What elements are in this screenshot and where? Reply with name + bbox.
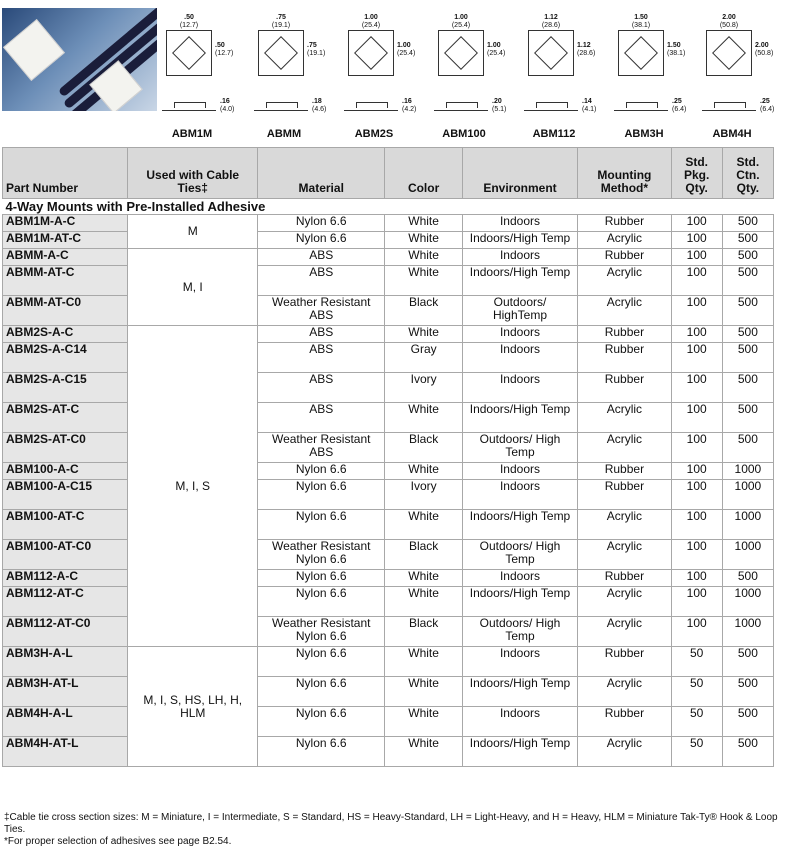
footnote-adhesive: *For proper selection of adhesives see page B2.54.	[4, 836, 232, 847]
width-dimension: 1.00 (25.4)	[451, 14, 471, 29]
side-view-drawing	[254, 102, 308, 111]
table-row	[3, 296, 774, 326]
diagram-abm2s	[342, 10, 432, 140]
height-dimension: 1.12 (28.6)	[577, 42, 596, 57]
header-cable-ties: Used with Cable Ties‡	[128, 148, 258, 199]
top-view-drawing	[438, 30, 484, 76]
cell-part-number: ABM100-A-C	[3, 463, 128, 480]
table-row	[3, 587, 774, 617]
cell-environment: Indoors/High Temp	[462, 510, 577, 540]
cell-part-number: ABM1M-AT-C	[3, 232, 128, 249]
diagram-abm1m	[160, 10, 250, 140]
height-dimension: 1.00 (25.4)	[397, 42, 416, 57]
table-row	[3, 326, 774, 343]
cell-color: Black	[385, 617, 462, 647]
table-row	[3, 677, 774, 707]
cell-ctn-qty: 500	[722, 373, 773, 403]
cell-color: Ivory	[385, 480, 462, 510]
top-view-drawing	[348, 30, 394, 76]
cell-environment: Indoors	[462, 215, 577, 232]
cell-pkg-qty: 100	[671, 570, 722, 587]
cell-ctn-qty: 1000	[722, 540, 773, 570]
cell-ctn-qty: 500	[722, 232, 773, 249]
mounts-table	[2, 147, 774, 767]
cell-mounting-method: Rubber	[578, 373, 671, 403]
section-row	[3, 199, 774, 215]
table-row	[3, 570, 774, 587]
cell-material: Nylon 6.6	[257, 707, 384, 737]
cell-material: Nylon 6.6	[257, 737, 384, 767]
width-dimension: .75 (19.1)	[271, 14, 291, 29]
cell-environment: Outdoors/ High Temp	[462, 617, 577, 647]
cell-color: White	[385, 707, 462, 737]
diagram-label: ABM112	[532, 128, 576, 140]
cell-ctn-qty: 500	[722, 677, 773, 707]
cell-pkg-qty: 50	[671, 737, 722, 767]
cell-part-number: ABM3H-A-L	[3, 647, 128, 677]
thickness-dimension: .16 (4.2)	[402, 98, 417, 113]
cell-cable-ties: M, I, S	[128, 326, 258, 647]
cell-pkg-qty: 100	[671, 296, 722, 326]
cell-pkg-qty: 50	[671, 707, 722, 737]
top-view-drawing	[258, 30, 304, 76]
cell-environment: Indoors	[462, 249, 577, 266]
side-view-drawing	[434, 102, 488, 111]
cell-part-number: ABMM-A-C	[3, 249, 128, 266]
cell-mounting-method: Rubber	[578, 249, 671, 266]
diagram-abmm	[252, 10, 342, 140]
top-view-drawing	[528, 30, 574, 76]
cell-environment: Outdoors/ High Temp	[462, 540, 577, 570]
cell-color: Black	[385, 433, 462, 463]
header-part-number: Part Number	[3, 148, 128, 199]
cell-mounting-method: Rubber	[578, 326, 671, 343]
cell-material: Weather Resistant Nylon 6.6	[257, 540, 384, 570]
diagram-abm100	[432, 10, 522, 140]
header-ctn-qty: Std. Ctn. Qty.	[722, 148, 773, 199]
cell-cable-ties: M, I	[128, 249, 258, 326]
cell-environment: Indoors/High Temp	[462, 677, 577, 707]
table-row	[3, 617, 774, 647]
cell-environment: Indoors	[462, 373, 577, 403]
cell-material: ABS	[257, 343, 384, 373]
cell-part-number: ABM100-AT-C	[3, 510, 128, 540]
table-row	[3, 433, 774, 463]
cell-mounting-method: Acrylic	[578, 677, 671, 707]
cell-ctn-qty: 1000	[722, 587, 773, 617]
cell-material: Weather Resistant ABS	[257, 433, 384, 463]
table-row	[3, 215, 774, 232]
cell-mounting-method: Acrylic	[578, 403, 671, 433]
cell-material: Nylon 6.6	[257, 510, 384, 540]
cell-mounting-method: Rubber	[578, 707, 671, 737]
cell-part-number: ABMM-AT-C	[3, 266, 128, 296]
cell-part-number: ABM100-AT-C0	[3, 540, 128, 570]
cell-material: ABS	[257, 266, 384, 296]
cell-ctn-qty: 500	[722, 403, 773, 433]
cell-color: Black	[385, 296, 462, 326]
table-row	[3, 737, 774, 767]
thickness-dimension: .18 (4.6)	[312, 98, 327, 113]
table-row	[3, 510, 774, 540]
width-dimension: 1.00 (25.4)	[361, 14, 381, 29]
side-view-drawing	[614, 102, 668, 111]
cell-environment: Indoors	[462, 463, 577, 480]
table-row	[3, 266, 774, 296]
table-row	[3, 540, 774, 570]
height-dimension: .50 (12.7)	[215, 42, 234, 57]
cell-material: Nylon 6.6	[257, 463, 384, 480]
cell-ctn-qty: 500	[722, 326, 773, 343]
side-view-drawing	[344, 102, 398, 111]
cell-ctn-qty: 1000	[722, 463, 773, 480]
cell-pkg-qty: 100	[671, 343, 722, 373]
cell-ctn-qty: 500	[722, 215, 773, 232]
cell-mounting-method: Rubber	[578, 215, 671, 232]
cell-material: ABS	[257, 373, 384, 403]
table-row	[3, 403, 774, 433]
cell-color: White	[385, 570, 462, 587]
cell-color: White	[385, 647, 462, 677]
thickness-dimension: .16 (4.0)	[220, 98, 235, 113]
cell-pkg-qty: 100	[671, 373, 722, 403]
width-dimension: 1.12 (28.6)	[541, 14, 561, 29]
cell-part-number: ABM112-AT-C0	[3, 617, 128, 647]
width-dimension: .50 (12.7)	[179, 14, 199, 29]
diagram-label: ABM3H	[624, 128, 664, 140]
cell-color: White	[385, 266, 462, 296]
cell-environment: Indoors	[462, 326, 577, 343]
cell-environment: Indoors/High Temp	[462, 232, 577, 249]
cell-pkg-qty: 50	[671, 647, 722, 677]
product-photo	[2, 8, 157, 111]
table-header-row	[3, 148, 774, 199]
cell-environment: Indoors	[462, 343, 577, 373]
cell-mounting-method: Acrylic	[578, 433, 671, 463]
cell-ctn-qty: 500	[722, 296, 773, 326]
diagram-label: ABM1M	[171, 128, 213, 140]
width-dimension: 2.00 (50.8)	[719, 14, 739, 29]
thickness-dimension: .25 (6.4)	[760, 98, 775, 113]
cell-cable-ties: M	[128, 215, 258, 249]
cell-pkg-qty: 100	[671, 587, 722, 617]
cell-ctn-qty: 500	[722, 433, 773, 463]
cell-material: Nylon 6.6	[257, 677, 384, 707]
cell-environment: Indoors/High Temp	[462, 587, 577, 617]
header-material: Material	[257, 148, 384, 199]
thickness-dimension: .25 (6.4)	[672, 98, 687, 113]
cell-part-number: ABM100-A-C15	[3, 480, 128, 510]
header-color: Color	[385, 148, 462, 199]
cell-environment: Indoors/High Temp	[462, 403, 577, 433]
cell-mounting-method: Acrylic	[578, 617, 671, 647]
cell-mounting-method: Acrylic	[578, 540, 671, 570]
cell-pkg-qty: 100	[671, 540, 722, 570]
diagram-abm112	[522, 10, 612, 140]
cell-color: White	[385, 587, 462, 617]
cell-mounting-method: Acrylic	[578, 296, 671, 326]
cell-material: ABS	[257, 403, 384, 433]
cell-material: Nylon 6.6	[257, 647, 384, 677]
table-row	[3, 232, 774, 249]
cell-pkg-qty: 100	[671, 463, 722, 480]
cell-color: White	[385, 326, 462, 343]
cell-color: White	[385, 677, 462, 707]
cell-mounting-method: Rubber	[578, 343, 671, 373]
cell-mounting-method: Acrylic	[578, 232, 671, 249]
cell-pkg-qty: 100	[671, 433, 722, 463]
cell-environment: Indoors/High Temp	[462, 266, 577, 296]
cell-ctn-qty: 500	[722, 737, 773, 767]
cell-pkg-qty: 50	[671, 677, 722, 707]
cell-mounting-method: Acrylic	[578, 737, 671, 767]
cell-mounting-method: Rubber	[578, 480, 671, 510]
height-dimension: 1.50 (38.1)	[667, 42, 686, 57]
cell-ctn-qty: 500	[722, 249, 773, 266]
dimension-diagrams	[160, 10, 790, 140]
cell-material: Weather Resistant Nylon 6.6	[257, 617, 384, 647]
cell-pkg-qty: 100	[671, 232, 722, 249]
cell-color: White	[385, 249, 462, 266]
cell-environment: Outdoors/ High Temp	[462, 433, 577, 463]
cell-material: Nylon 6.6	[257, 480, 384, 510]
cell-part-number: ABM1M-A-C	[3, 215, 128, 232]
cell-pkg-qty: 100	[671, 326, 722, 343]
cell-ctn-qty: 1000	[722, 510, 773, 540]
cell-material: ABS	[257, 326, 384, 343]
cell-mounting-method: Rubber	[578, 570, 671, 587]
cell-part-number: ABM2S-AT-C0	[3, 433, 128, 463]
cell-pkg-qty: 100	[671, 480, 722, 510]
diagram-abm3h	[612, 10, 702, 140]
cell-ctn-qty: 1000	[722, 617, 773, 647]
cell-color: White	[385, 215, 462, 232]
table-row	[3, 647, 774, 677]
cell-pkg-qty: 100	[671, 510, 722, 540]
table-row	[3, 343, 774, 373]
cell-cable-ties: M, I, S, HS, LH, H, HLM	[128, 647, 258, 767]
diagram-label: ABM2S	[354, 128, 394, 140]
cell-mounting-method: Acrylic	[578, 587, 671, 617]
height-dimension: 1.00 (25.4)	[487, 42, 506, 57]
thickness-dimension: .14 (4.1)	[582, 98, 597, 113]
cell-mounting-method: Rubber	[578, 463, 671, 480]
cell-mounting-method: Acrylic	[578, 510, 671, 540]
cell-environment: Indoors/High Temp	[462, 737, 577, 767]
cell-ctn-qty: 500	[722, 266, 773, 296]
cell-mounting-method: Rubber	[578, 647, 671, 677]
cell-color: White	[385, 737, 462, 767]
cell-color: White	[385, 463, 462, 480]
cell-environment: Outdoors/ HighTemp	[462, 296, 577, 326]
cell-part-number: ABM2S-AT-C	[3, 403, 128, 433]
section-title: 4-Way Mounts with Pre-Installed Adhesive	[3, 199, 774, 215]
cell-color: White	[385, 403, 462, 433]
header-environment: Environment	[462, 148, 577, 199]
cell-environment: Indoors	[462, 647, 577, 677]
cell-part-number: ABM2S-A-C14	[3, 343, 128, 373]
cell-color: Ivory	[385, 373, 462, 403]
table-row	[3, 373, 774, 403]
height-dimension: 2.00 (50.8)	[755, 42, 774, 57]
cell-part-number: ABMM-AT-C0	[3, 296, 128, 326]
cell-ctn-qty: 500	[722, 343, 773, 373]
diagram-label: ABM100	[442, 128, 486, 140]
cell-pkg-qty: 100	[671, 617, 722, 647]
cell-color: White	[385, 232, 462, 249]
height-dimension: .75 (19.1)	[307, 42, 326, 57]
cell-part-number: ABM2S-A-C	[3, 326, 128, 343]
top-view-drawing	[166, 30, 212, 76]
header-pkg-qty: Std. Pkg. Qty.	[671, 148, 722, 199]
cell-ctn-qty: 500	[722, 647, 773, 677]
cell-material: Nylon 6.6	[257, 232, 384, 249]
cell-ctn-qty: 500	[722, 707, 773, 737]
cell-part-number: ABM4H-AT-L	[3, 737, 128, 767]
table-row	[3, 707, 774, 737]
table-row	[3, 480, 774, 510]
cell-part-number: ABM2S-A-C15	[3, 373, 128, 403]
cell-environment: Indoors	[462, 480, 577, 510]
footnote-cable-ties: ‡Cable tie cross section sizes: M = Miniature, I = Intermediate, S = Standard, HS = Heavy-Standard, LH = Light-Heavy, and H = Heavy, HLM = Miniature Tak-Ty® Hook & Loop Ties.	[4, 812, 778, 835]
thickness-dimension: .20 (5.1)	[492, 98, 507, 113]
cell-color: Black	[385, 540, 462, 570]
width-dimension: 1.50 (38.1)	[631, 14, 651, 29]
cell-environment: Indoors	[462, 707, 577, 737]
table-row	[3, 249, 774, 266]
cell-material: Nylon 6.6	[257, 587, 384, 617]
cell-color: Gray	[385, 343, 462, 373]
cell-part-number: ABM112-AT-C	[3, 587, 128, 617]
cell-pkg-qty: 100	[671, 215, 722, 232]
diagram-abm4h	[700, 10, 790, 140]
side-view-drawing	[702, 102, 756, 111]
cell-ctn-qty: 1000	[722, 480, 773, 510]
side-view-drawing	[524, 102, 578, 111]
top-view-drawing	[706, 30, 752, 76]
cell-material: Nylon 6.6	[257, 570, 384, 587]
cell-part-number: ABM112-A-C	[3, 570, 128, 587]
cell-part-number: ABM4H-A-L	[3, 707, 128, 737]
cell-pkg-qty: 100	[671, 266, 722, 296]
cell-color: White	[385, 510, 462, 540]
cell-part-number: ABM3H-AT-L	[3, 677, 128, 707]
cell-ctn-qty: 500	[722, 570, 773, 587]
diagram-label: ABMM	[266, 128, 302, 140]
footnotes	[4, 812, 784, 848]
diagram-label: ABM4H	[712, 128, 752, 140]
table-row	[3, 463, 774, 480]
side-view-drawing	[162, 102, 216, 111]
top-view-drawing	[618, 30, 664, 76]
cell-material: Weather Resistant ABS	[257, 296, 384, 326]
cell-material: ABS	[257, 249, 384, 266]
cell-mounting-method: Acrylic	[578, 266, 671, 296]
cell-pkg-qty: 100	[671, 403, 722, 433]
header-mounting-method: Mounting Method*	[578, 148, 671, 199]
cell-material: Nylon 6.6	[257, 215, 384, 232]
cell-environment: Indoors	[462, 570, 577, 587]
cell-pkg-qty: 100	[671, 249, 722, 266]
